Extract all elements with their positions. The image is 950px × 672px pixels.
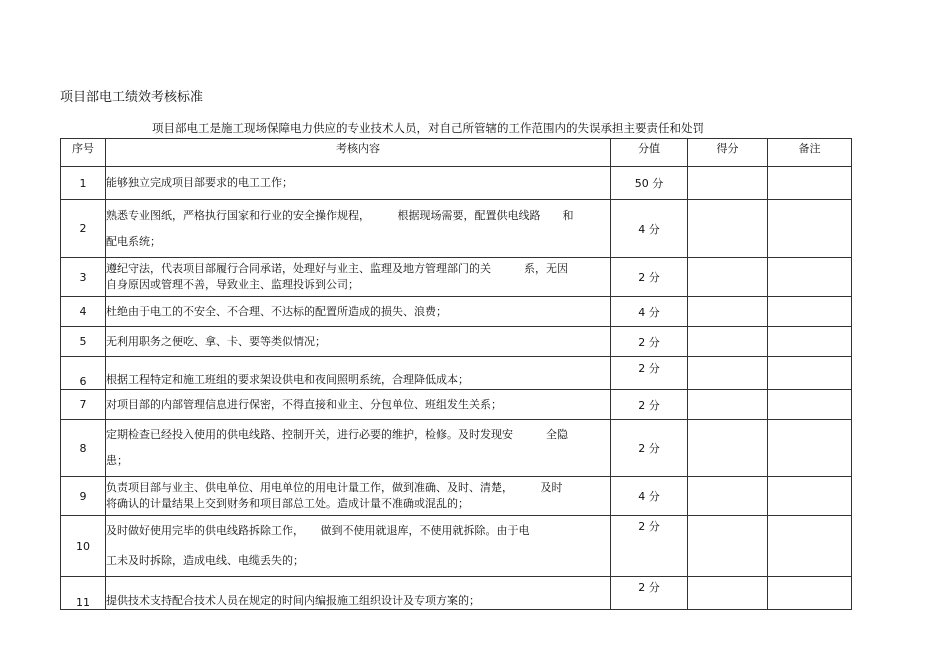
header-index: 序号	[61, 139, 106, 167]
row-score: 2 分	[611, 577, 688, 610]
row-index: 1	[61, 167, 106, 200]
header-score: 分值	[611, 139, 688, 167]
row-content-line: 配电系统；	[106, 234, 161, 248]
row-got-cell	[688, 516, 768, 577]
row-index: 11	[61, 577, 106, 610]
row-content	[106, 516, 611, 577]
row-note-cell	[768, 420, 852, 477]
row-content-line: 工未及时拆除，造成电线、电缆丢失的；	[106, 554, 304, 567]
table-header-row	[61, 139, 852, 167]
row-content-line: 定期检查已经投入使用的供电线路、控制开关，进行必要的维护，检修。及时发现安 全隐	[106, 428, 568, 441]
table-row	[61, 577, 852, 610]
table-row	[61, 357, 852, 390]
table-row	[61, 258, 852, 297]
row-got-cell	[688, 357, 768, 390]
row-index: 4	[61, 297, 106, 327]
row-got-cell	[688, 200, 768, 258]
intro-text: 项目部电工是施工现场保障电力供应的专业技术人员，对自己所管辖的工作范围内的失误承担主要责任和处罚	[152, 121, 704, 135]
header-got: 得分	[688, 139, 768, 167]
table-row	[61, 327, 852, 357]
row-index: 5	[61, 327, 106, 357]
row-score: 2 分	[611, 357, 688, 390]
row-content	[106, 258, 611, 297]
row-content-line: 熟悉专业图纸，严格执行国家和行业的安全操作规程， 根据现场需要，配置供电线路 和	[106, 208, 574, 222]
row-note-cell	[768, 297, 852, 327]
header-note: 备注	[768, 139, 852, 167]
row-index: 7	[61, 390, 106, 420]
row-score: 2 分	[611, 327, 688, 357]
row-score: 50 分	[611, 167, 688, 200]
row-score: 2 分	[611, 258, 688, 297]
row-index: 10	[61, 516, 106, 577]
row-got-cell	[688, 327, 768, 357]
assessment-table	[60, 138, 852, 610]
table-row	[61, 200, 852, 258]
row-content	[106, 477, 611, 516]
row-index: 3	[61, 258, 106, 297]
row-note-cell	[768, 200, 852, 258]
row-index: 6	[61, 357, 106, 390]
row-got-cell	[688, 420, 768, 477]
table-row	[61, 516, 852, 577]
header-content: 考核内容	[106, 139, 611, 167]
row-got-cell	[688, 167, 768, 200]
row-note-cell	[768, 167, 852, 200]
row-content	[106, 200, 611, 258]
row-content: 无利用职务之便吃、拿、卡、要等类似情况；	[106, 327, 611, 357]
document-title: 项目部电工绩效考核标准	[60, 90, 204, 105]
row-content: 提供技术支持配合技术人员在规定的时间内编报施工组织设计及专项方案的；	[106, 577, 611, 610]
row-note-cell	[768, 258, 852, 297]
row-note-cell	[768, 516, 852, 577]
row-content-line: 及时做好使用完毕的供电线路拆除工作， 做到不使用就退库，不使用就拆除。由于电	[106, 524, 530, 537]
table-row	[61, 297, 852, 327]
row-note-cell	[768, 327, 852, 357]
row-got-cell	[688, 297, 768, 327]
row-got-cell	[688, 577, 768, 610]
row-score: 4 分	[611, 297, 688, 327]
row-score: 2 分	[611, 420, 688, 477]
row-got-cell	[688, 258, 768, 297]
row-note-cell	[768, 357, 852, 390]
row-content-line: 自身原因或管理不善，导致业主、监理投诉到公司；	[106, 278, 359, 291]
table-row	[61, 167, 852, 200]
row-got-cell	[688, 477, 768, 516]
row-score: 4 分	[611, 200, 688, 258]
row-content	[106, 420, 611, 477]
row-content-line: 负责项目部与业主、供电单位、用电单位的用电计量工作，做到准确、及时、清楚， 及时	[106, 481, 563, 494]
row-score: 4 分	[611, 477, 688, 516]
row-index: 2	[61, 200, 106, 258]
row-note-cell	[768, 477, 852, 516]
table-row	[61, 390, 852, 420]
row-index: 8	[61, 420, 106, 477]
row-got-cell	[688, 390, 768, 420]
row-score: 2 分	[611, 390, 688, 420]
row-content: 对项目部的内部管理信息进行保密，不得直接和业主、分包单位、班组发生关系；	[106, 390, 611, 420]
row-content-line: 患；	[106, 454, 128, 467]
row-content: 根据工程特定和施工班组的要求架设供电和夜间照明系统，合理降低成本；	[106, 357, 611, 390]
row-content-line: 遵纪守法，代表项目部履行合同承诺，处理好与业主、监理及地方管理部门的关 系，无因	[106, 262, 568, 275]
row-note-cell	[768, 390, 852, 420]
row-score: 2 分	[611, 516, 688, 577]
row-index: 9	[61, 477, 106, 516]
table-row	[61, 477, 852, 516]
row-content-line: 将确认的计量结果上交到财务和项目部总工处。造成计量不准确或混乱的；	[106, 497, 469, 510]
table-row	[61, 420, 852, 477]
row-content: 能够独立完成项目部要求的电工工作；	[106, 167, 611, 200]
row-note-cell	[768, 577, 852, 610]
row-content: 杜绝由于电工的不安全、不合理、不达标的配置所造成的损失、浪费；	[106, 297, 611, 327]
